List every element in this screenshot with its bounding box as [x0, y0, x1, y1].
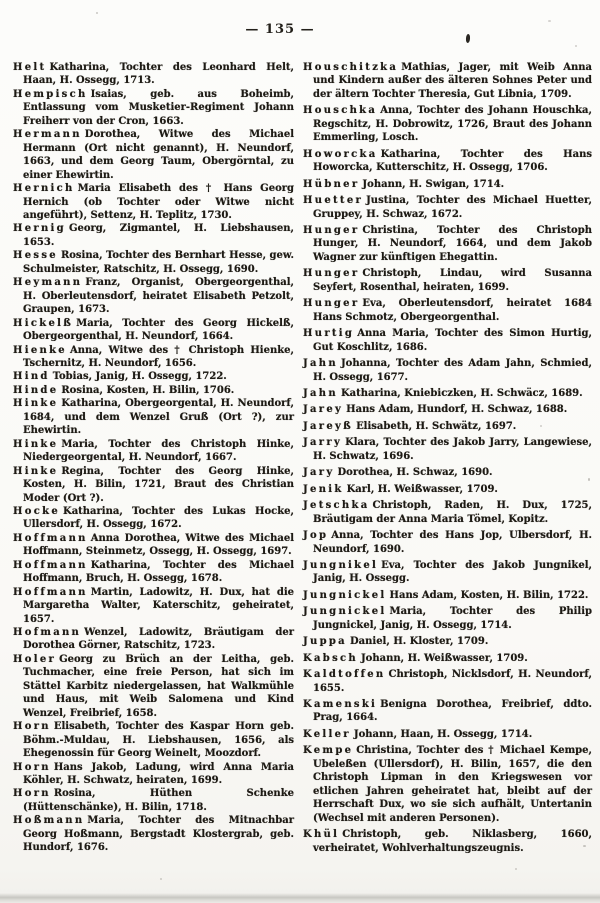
entry-surname: Huetter [303, 195, 364, 207]
entry-text: Mathias, Jager, mit Weib Anna und Kindern außer des älteren Sohnes Peter und der ältern Tochter Theresia, Gut Libnia, 1709. [313, 62, 592, 100]
register-entry [303, 104, 592, 144]
entry-text: Johann, Haan, H. Ossegg, 1714. [353, 728, 533, 740]
scan-speck [96, 12, 98, 14]
entry-surname: Hempisch [13, 88, 88, 100]
entry-surname: Kabsch [303, 652, 358, 664]
entry-text: Anna, Tochter des Hans Jop, Ulbersdorf, H. Neundorf, 1690. [313, 530, 592, 555]
entry-surname: Horn [13, 788, 51, 800]
scan-speck [520, 735, 522, 737]
entry-surname: Heymann [13, 277, 83, 289]
entry-text: Eva, Oberleutensdorf, heiratet 1684 Hans Schmotz, Obergeorgenthal. [313, 298, 592, 323]
register-entry [13, 586, 294, 626]
scan-speck [515, 868, 517, 870]
entry-text: Christoph, Nicklsdorf, H. Neundorf, 1655. [313, 669, 592, 694]
register-entry [303, 559, 592, 586]
entry-surname: Jary [303, 467, 335, 479]
register-entry [13, 88, 294, 128]
entry-text: Isaias, geb. aus Boheimb, Entlassung vom Musketier-Regiment Johann Freiherr von der Cron, 1663. [23, 88, 294, 127]
entry-text: Anna Dorothea, Witwe des Michael Hoffmann, Steinmetz, Ossegg, H. Ossegg, 1697. [23, 532, 294, 558]
entry-text: Katharina, Tochter des Hans Howorcka, Kutterschitz, H. Ossegg, 1706. [313, 148, 592, 174]
entry-surname: Jarey [303, 404, 344, 416]
entry-surname: Hesse [13, 250, 58, 262]
entry-text: Rosina, Hüthen Schenke (Hüttenschänke), H. Bilin, 1718. [23, 788, 294, 813]
entry-surname: Hinde [13, 384, 59, 396]
entry-text: Katharina, Tochter des Michael Hoffmann, Bruch, H. Ossegg, 1678. [23, 559, 294, 585]
entry-text: Maria Elisabeth des † Hans Georg Hernich (ob Tochter oder Witwe nicht angeführt), Settenz, H. Teplitz, 1730. [23, 183, 294, 221]
register-entry [13, 222, 294, 249]
entry-surname: Hunger [303, 298, 360, 310]
register-entry [13, 128, 294, 182]
entry-surname: Jungnickel [303, 606, 387, 618]
entry-text: Karl, H. Weißwasser, 1709. [346, 483, 498, 495]
register-entry [13, 761, 294, 788]
entry-text: Christoph, Lindau, wird Susanna Seyfert, Rosenthal, heiraten, 1699. [313, 268, 592, 293]
entry-text: Katharina, Obergeorgental, H. Neundorf, 1684, und dem Wenzel Gruß (Ort ?), zur Ehewirtin. [23, 398, 294, 437]
entry-text: Hans Adam, Kosten, H. Bilin, 1722. [389, 589, 589, 601]
right-column [303, 61, 592, 858]
entry-text: Christoph, geb. Niklasberg, 1660, verheiratet, Wohlverhaltungszeugnis. [313, 829, 592, 854]
register-entry [13, 532, 294, 559]
register-entry [13, 559, 294, 586]
register-entry [303, 635, 592, 648]
entry-surname: Howorcka [303, 148, 378, 160]
entry-surname: Hoffmann [13, 532, 88, 544]
entry-text: Dorothea, H. Schwaz, 1690. [337, 467, 493, 479]
entry-text: Dorothea, Witwe des Michael Hermann (Ort nicht genannt), H. Neundorf, 1663, und dem Georg Taum, Obergörntal, zu einer Ehewirtin. [23, 129, 294, 181]
register-entry [13, 370, 294, 383]
ink-speck-mark [466, 34, 471, 43]
entry-text: Eva, Tochter des Jakob Jungnikel, Janig, H. Ossegg. [313, 559, 592, 585]
entry-text: Maria, Tochter des Christoph Hinke, Niedergeorgental, H. Neundorf, 1667. [23, 438, 294, 464]
entry-surname: Hurtig [303, 328, 355, 340]
register-entry [13, 397, 294, 437]
scan-speck [540, 425, 542, 427]
entry-surname: Jungnickel [303, 589, 387, 601]
register-entry [303, 178, 592, 191]
register-entry [303, 698, 592, 725]
register-entry [303, 668, 592, 695]
entry-text: Elisabeth, Tochter des Kaspar Horn geb. Böhm.-Muldau, H. Liebshausen, 1656, als Ehegenossin für Georg Weinelt, Moozdorf. [23, 721, 294, 760]
entry-surname: Jenik [303, 483, 344, 495]
entry-surname: Hind [13, 371, 50, 383]
entry-text: Georg zu Brüch an der Leitha, geb. Tuchmacher, eine freie Person, hat sich im Stättel Karbitz niedergelassen, hat Walkmühle und Haus, mit Weib Salomena und Kind Wenzel, Freibrief, 1658. [23, 653, 294, 719]
register-entry [303, 828, 592, 855]
register-entry [303, 224, 592, 264]
entry-surname: Hernich [13, 183, 75, 195]
entry-text: Wenzel, Ladowitz, Bräutigam der Dorothea Görner, Ratschitz, 1723. [23, 627, 294, 652]
register-entry [13, 438, 294, 465]
entry-surname: Hoßmann [13, 815, 85, 827]
register-entry [13, 505, 294, 532]
entry-text: Katharina, Tochter des Leonhard Helt, Haan, H. Ossegg, 1713. [23, 62, 294, 87]
register-entry [303, 605, 592, 632]
scan-speck [160, 878, 162, 880]
entry-surname: Jungnikel [303, 559, 379, 571]
entry-surname: Jetschka [303, 500, 370, 512]
register-entry [303, 744, 592, 825]
register-entry [13, 317, 294, 344]
entry-surname: Jop [303, 530, 329, 542]
register-entry [13, 720, 294, 760]
entry-surname: Hofmann [13, 627, 82, 639]
entry-text: Maria, Tochter des Philip Jungnickel, Janig, H. Ossegg, 1714. [313, 606, 592, 631]
scan-speck [575, 45, 577, 47]
entry-text: Maria, Tochter des Georg Hickelß, Obergeorgenthal, H. Neundorf, 1664. [23, 317, 294, 343]
register-entry [303, 728, 592, 741]
entry-text: Christoph, Raden, H. Dux, 1725, Bräutigam der Anna Maria Tömel, Kopitz. [313, 500, 592, 525]
left-column [13, 61, 294, 858]
entry-surname: Hinke [13, 465, 59, 477]
entry-surname: Kamenski [303, 699, 378, 711]
register-entry [303, 466, 592, 479]
entry-surname: Hinke [13, 438, 59, 450]
register-entry [303, 297, 592, 324]
register-entry [303, 652, 592, 665]
register-entry [303, 61, 592, 101]
entry-surname: Horn [13, 721, 51, 733]
register-entry [13, 276, 294, 316]
entry-surname: Hickelß [13, 317, 74, 329]
entry-surname: Hoffmann [13, 586, 88, 598]
entry-text: Klara, Tochter des Jakob Jarry, Langewiese, H. Schwatz, 1696. [313, 437, 592, 462]
register-entry [303, 589, 592, 602]
scan-speck [548, 20, 551, 22]
entry-surname: Khül [303, 829, 340, 841]
entry-surname: Jahn [303, 387, 338, 399]
register-entry [13, 344, 294, 371]
register-entry [303, 267, 592, 294]
page-number: — 135 — [245, 22, 315, 37]
register-entry [303, 403, 592, 416]
register-entry [13, 787, 294, 814]
entry-text: Tobias, Janig, H. Ossegg, 1722. [52, 371, 227, 383]
entry-text: Katharina, Kniebiczken, H. Schwäcz, 1689. [340, 387, 583, 399]
entry-surname: Houschitzka [303, 62, 399, 73]
entry-text: Hans Adam, Hundorf, H. Schwaz, 1688. [346, 404, 568, 416]
entry-text: Anna Maria, Tochter des Simon Hurtig, Gut Koschlitz, 1686. [313, 328, 592, 353]
register-entry [303, 529, 592, 556]
entry-text: Anna, Witwe des † Christoph Hienke, Tschernitz, H. Neundorf, 1656. [23, 344, 294, 369]
entry-surname: Hinke [13, 398, 59, 410]
register-entry [13, 61, 294, 88]
entry-text: Georg, Zigmantel, H. Liebshausen, 1653. [23, 223, 294, 248]
entry-surname: Kaldtoffen [303, 669, 386, 681]
entry-surname: Hernig [13, 223, 66, 235]
entry-text: Elisabeth, H. Schwätz, 1697. [356, 420, 517, 432]
entry-text: Katharina, Tochter des Lukas Hocke, Ullersdorf, H. Ossegg, 1672. [23, 505, 294, 531]
scan-edge-shadow [0, 893, 600, 903]
entry-text: Daniel, H. Kloster, 1709. [349, 636, 489, 648]
entry-surname: Hocke [13, 505, 60, 517]
entry-surname: Jareyß [303, 420, 354, 432]
entry-surname: Hübner [303, 178, 360, 190]
entry-surname: Hunger [303, 224, 360, 236]
entry-surname: Horn [13, 761, 51, 773]
entry-surname: Kempe [303, 745, 354, 757]
entry-text: Johanna, Tochter des Adam Jahn, Schmied, H. Ossegg, 1677. [313, 358, 592, 383]
register-entry [13, 814, 294, 854]
entry-surname: Hermann [13, 129, 82, 141]
entry-text: Maria, Tochter des Mitnachbar Georg Hoßmann, Bergstadt Klostergrab, geb. Hundorf, 1676. [23, 815, 294, 854]
entry-text: Rosina, Tochter des Bernhart Hesse, gew. Schulmeister, Ratschitz, H. Ossegg, 1690. [23, 250, 294, 275]
register-entry [303, 387, 592, 400]
entry-text: Johann, H. Weißwasser, 1709. [360, 652, 528, 664]
register-entry [303, 148, 592, 175]
entry-text: Regina, Tochter des Georg Hinke, Kosten, H. Bilin, 1721, Braut des Christian Moder (Ort ?). [23, 465, 294, 504]
register-entry [303, 420, 592, 433]
register-entry [13, 249, 294, 276]
entry-surname: Hunger [303, 268, 360, 280]
entry-text: Christina, Tochter des Christoph Hunger, H. Neundorf, 1664, und dem Jakob Wagner zur künftigen Ehegattin. [313, 224, 592, 263]
register-entry [303, 357, 592, 384]
entry-surname: Juppa [303, 636, 347, 648]
entry-text: Franz, Organist, Obergeorgenthal, H. Oberleutensdorf, heiratet Elisabeth Petzolt, Graupen, 1673. [23, 277, 294, 316]
register-entry [303, 499, 592, 526]
register-entry [303, 436, 592, 463]
entry-surname: Hoffmann [13, 559, 88, 571]
entry-text: Justina, Tochter des Michael Huetter, Gruppey, H. Schwaz, 1672. [313, 195, 592, 220]
scan-speck [583, 845, 586, 847]
register-entry [303, 483, 592, 496]
text-columns [13, 61, 592, 858]
register-entry [303, 327, 592, 354]
entry-surname: Holer [13, 653, 57, 665]
entry-surname: Keller [303, 728, 351, 740]
scan-speck [588, 478, 590, 481]
entry-text: Rosina, Kosten, H. Bilin, 1706. [61, 384, 235, 396]
entry-text: Benigna Dorothea, Freibrief, ddto. Prag, 1664. [313, 699, 592, 724]
entry-surname: Houschka [303, 105, 378, 117]
entry-surname: Helt [13, 62, 47, 73]
entry-text: Martin, Ladowitz, H. Dux, hat die Margaretha Walter, Katerschitz, geheiratet, 1657. [23, 586, 294, 625]
register-entry [13, 465, 294, 505]
register-entry [13, 653, 294, 720]
entry-surname: Hienke [13, 344, 67, 356]
entry-surname: Jahn [303, 358, 338, 370]
entry-text: Hans Jakob, Ladung, wird Anna Maria Köhler, H. Schwatz, heiraten, 1699. [23, 761, 294, 787]
entry-surname: Jarry [303, 437, 343, 449]
register-entry [13, 182, 294, 222]
entry-text: Anna, Tochter des Johann Houschka, Regschitz, H. Dobrowitz, 1726, Braut des Johann Emmerling, Losch. [313, 105, 592, 144]
register-entry [303, 194, 592, 221]
register-entry [13, 626, 294, 653]
entry-text: Christina, Tochter des † Michael Kempe, Ubeleßen (Ullersdorf), H. Bilin, 1657, die den Christoph Lipman in den Kriegswesen vor etlichen Jahren geheiratet hat, bleibt auf der Herrschaft Dux, wo sie sich aufhält, Untertanin (Wechsel mit anderen Personen). [313, 745, 592, 824]
register-entry [13, 384, 294, 397]
entry-text: Johann, H. Swigan, 1714. [362, 178, 505, 190]
